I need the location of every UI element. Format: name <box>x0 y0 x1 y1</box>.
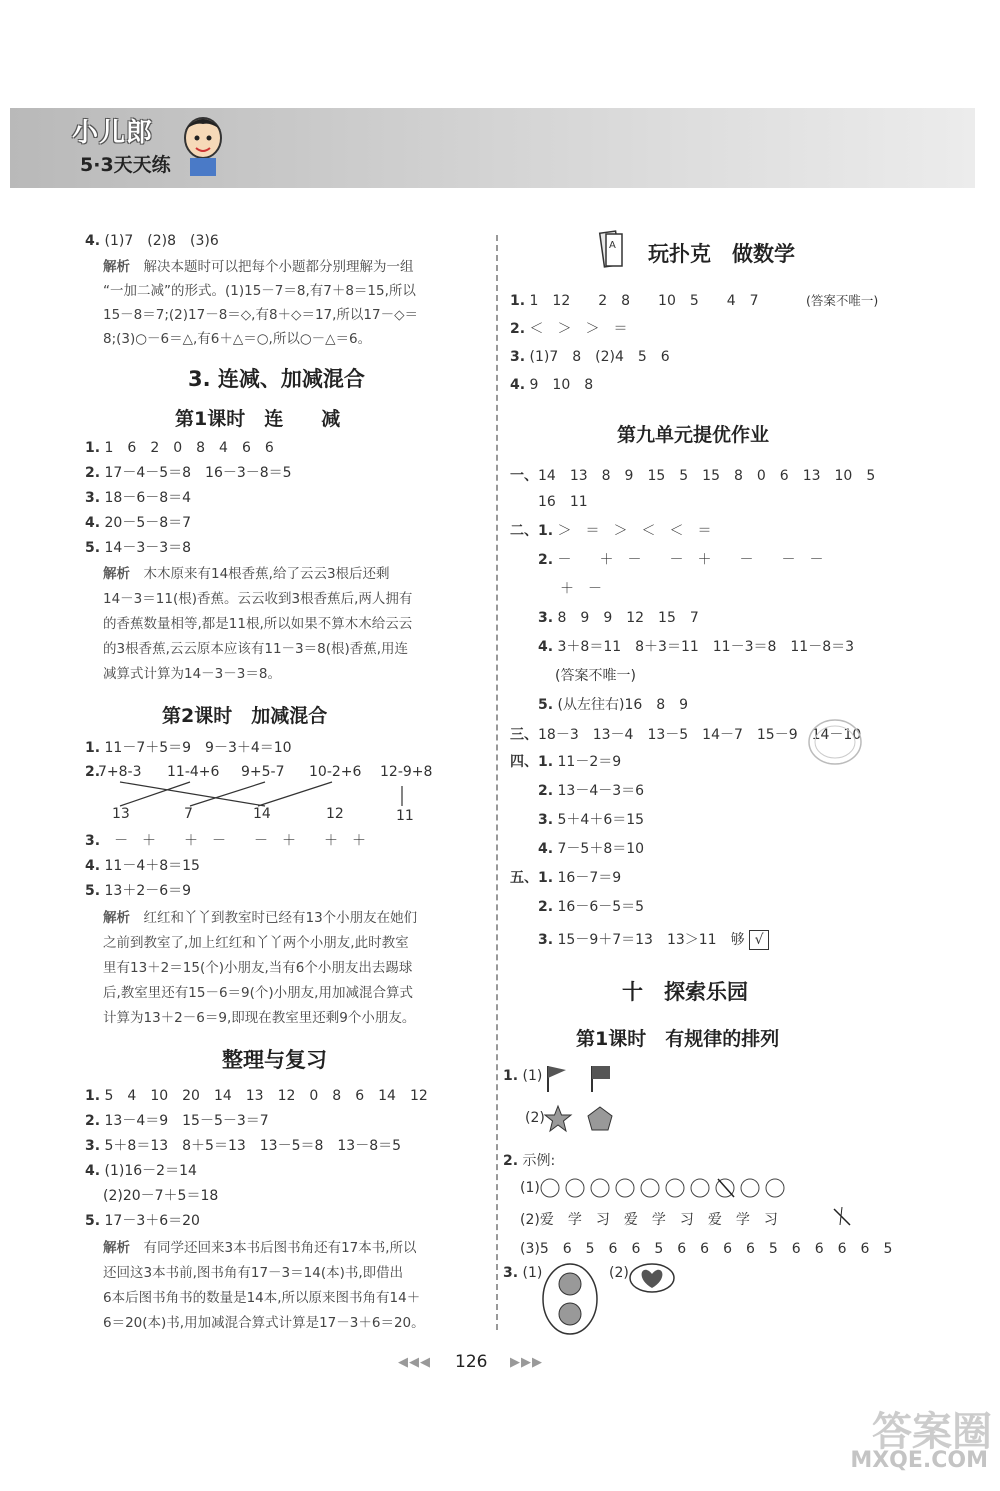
next-arrows: ▶▶▶ <box>510 1355 543 1370</box>
watermark-url: MXQE.COM <box>850 1448 988 1473</box>
lesson-title: 第1课时 连 减 <box>175 408 341 430</box>
analysis-line: 8;(3)○－6＝△,有6＋△＝○,所以○－△＝6。 <box>103 331 372 347</box>
answer-line: 2. 示例: <box>503 1153 556 1169</box>
smiley-face-icons <box>540 1177 800 1199</box>
answer-line: 1. (1) <box>503 1068 543 1084</box>
answer-line: 2. － ＋ － － ＋ － － － <box>538 552 824 568</box>
prev-arrows: ◀◀◀ <box>398 1355 431 1370</box>
analysis-line: 6＝20(本)书,用加减混合算式计算是17－3＋6＝20。 <box>103 1315 425 1331</box>
analysis-line: 的香蕉数量相等,都是11根,所以如果不算木木给云云 <box>103 616 413 632</box>
answer-line: (3)5 6 5 6 6 5 6 6 6 6 5 6 6 6 6 5 <box>520 1241 893 1257</box>
answer-line: 5. 14－3－3＝8 <box>85 540 192 556</box>
answer-line: 4. 11－4＋8＝15 <box>85 858 200 874</box>
analysis: 解析 解决本题时可以把每个小题都分别理解为一组 <box>103 259 414 275</box>
answer-line: (2) <box>609 1265 629 1281</box>
answer-line: (1) <box>520 1180 540 1196</box>
expr: 9+5-7 <box>241 764 285 780</box>
note: (答案不唯一) <box>806 293 879 308</box>
answer-line: 3. 8 9 9 12 15 7 <box>538 610 699 626</box>
lesson-title: 第2课时 加减混合 <box>162 705 328 727</box>
answer-line: 五、1. 16－7＝9 <box>510 870 622 886</box>
mascot-icon <box>178 108 228 178</box>
analysis-line: 还回这3本书前,图书角有17－3＝14(本)书,即借出 <box>103 1265 404 1281</box>
answer-line: (2)20－7＋5＝18 <box>103 1188 219 1204</box>
answer-line: 2. <box>85 764 101 780</box>
column-divider <box>496 235 498 1330</box>
answer-line: 16 11 <box>538 494 588 510</box>
flag-icons <box>542 1062 622 1096</box>
star-pentagon-icons <box>544 1104 624 1136</box>
answer-line: 4. 3＋8＝11 8＋3＝11 11－3＝8 11－8＝3 <box>538 639 855 655</box>
analysis-line: 6本后图书角书的数量是14本,所以原来图书角有14＋ <box>103 1290 421 1306</box>
answer-line: 2. 13－4＝9 15－5－3＝7 <box>85 1113 269 1129</box>
cross-mark-icon <box>830 1205 854 1229</box>
checkbox: √ <box>749 930 769 950</box>
card-deck-icon <box>596 228 626 270</box>
answer-line: (2) <box>525 1110 545 1126</box>
left-q4: 4. (1)7 (2)8 (3)6 <box>85 233 219 249</box>
analysis-line: 15－8＝7;(2)17－8＝◇,有8＋◇＝17,所以17－◇＝ <box>103 307 418 323</box>
answer-line: 3. 15－9＋7＝13 13＞11 够 √ <box>538 929 769 950</box>
answer-line: 3. 5＋8＝13 8＋5＝13 13－5＝8 13－8＝5 <box>85 1138 402 1154</box>
answer-line: 5. 13＋2－6＝9 <box>85 883 192 899</box>
answer-line: 4. (1)16－2＝14 <box>85 1163 197 1179</box>
peach-icons <box>540 1262 600 1336</box>
match-answer: 7 <box>184 806 193 822</box>
answer-line: ＋ － <box>560 581 602 597</box>
answer-line: 5. 17－3＋6＝20 <box>85 1213 200 1229</box>
answer-line: 一、14 13 8 9 15 5 15 8 0 6 13 10 5 <box>510 468 876 484</box>
answer-line: (2)爱 学 习 爱 学 习 爱 学 习 <box>520 1212 778 1228</box>
chapter-title: 十 探索乐园 <box>622 980 748 1004</box>
answer-line: 3. － ＋ ＋ － － ＋ ＋ ＋ <box>85 833 367 849</box>
answer-line: 4. 20－5－8＝7 <box>85 515 192 531</box>
answer-line: 三、18－3 13－4 13－5 14－7 15－9 14－10 <box>510 727 862 743</box>
stamp-icon <box>806 716 864 768</box>
match-answer: 12 <box>326 806 344 822</box>
match-answer: 11 <box>396 808 414 824</box>
analysis: 解析 有同学还回来3本书后图书角还有17本书,所以 <box>103 1240 417 1256</box>
answer-line: 3. (1)7 8 (2)4 5 6 <box>510 349 670 365</box>
analysis-line: 的3根香蕉,云云原本应该有11－3＝8(根)香蕉,用连 <box>103 641 409 657</box>
svg-text:A: A <box>609 240 616 251</box>
watermark-logo: 答案圈 <box>872 1409 992 1455</box>
match-answer: 14 <box>253 806 271 822</box>
answer-line: 1. 1 12 2 8 10 5 4 7 <box>510 293 759 309</box>
answer-line: 4. 9 10 8 <box>510 377 594 393</box>
heart-icon <box>628 1262 676 1294</box>
answer-line: 2. ＜ ＞ ＞ ＝ <box>510 321 628 337</box>
section-title: 3. 连减、加减混合 <box>188 367 365 391</box>
analysis-line: 减算式计算为14－3－3＝8。 <box>103 666 281 682</box>
answer-line: 四、1. 11－2＝9 <box>510 754 622 770</box>
answer-line: 1. 5 4 10 20 14 13 12 0 8 6 14 12 <box>85 1088 428 1104</box>
answer-line: 二、1. ＞ ＝ ＞ ＜ ＜ ＝ <box>510 523 712 539</box>
logo-title: 小儿郎 <box>72 118 154 148</box>
answer-line: 1. 11－7＋5＝9 9－3＋4＝10 <box>85 740 292 756</box>
analysis-line: 计算为13＋2－6＝9,即现在教室里还剩9个小朋友。 <box>103 1010 416 1026</box>
analysis: 解析 木木原来有14根香蕉,给了云云3根后还剩 <box>103 566 390 582</box>
section-title: 玩扑克 做数学 <box>648 242 795 266</box>
analysis: 解析 红红和丫丫到教室时已经有13个小朋友在她们 <box>103 910 418 926</box>
analysis-line: 14－3＝11(根)香蕉。云云收到3根香蕉后,两人拥有 <box>103 591 413 607</box>
answer-line: 1. 1 6 2 0 8 4 6 6 <box>85 440 274 456</box>
answer-line: 2. 17－4－5＝8 16－3－8＝5 <box>85 465 292 481</box>
expr: 12-9+8 <box>380 764 433 780</box>
answer-line: 5. (从左往右)16 8 9 <box>538 697 689 713</box>
analysis-line: 里有13＋2＝15(个)小朋友,当有6个小朋友出去踢球 <box>103 960 413 976</box>
answer-line: 2. 13－4－3＝6 <box>538 783 645 799</box>
analysis-line: “一加二减”的形式。(1)15－7＝8,有7＋8＝15,所以 <box>103 283 416 299</box>
answer-line: 4. 7－5＋8＝10 <box>538 841 645 857</box>
answer-line: 2. 16－6－5＝5 <box>538 899 645 915</box>
answer-line: 3. 18－6－8＝4 <box>85 490 192 506</box>
answer-line: 3. 5＋4＋6＝15 <box>538 812 645 828</box>
page-number: 126 <box>455 1352 488 1372</box>
answer-line: 3. (1) <box>503 1265 543 1281</box>
lesson-title: 第1课时 有规律的排列 <box>576 1028 780 1050</box>
section-title: 第九单元提优作业 <box>617 424 770 446</box>
expr: 11-4+6 <box>167 764 220 780</box>
analysis-line: 之前到教室了,加上红红和丫丫两个小朋友,此时教室 <box>103 935 409 951</box>
match-answer: 13 <box>112 806 130 822</box>
answer-line: (答案不唯一) <box>555 668 636 684</box>
expr: 10-2+6 <box>309 764 362 780</box>
analysis-line: 后,教室里还有15－6＝9(个)小朋友,用加减混合算式 <box>103 985 413 1001</box>
section-title: 整理与复习 <box>222 1048 327 1072</box>
logo-subtitle: 5·3天天练 <box>80 154 171 176</box>
expr: 7+8-3 <box>98 764 142 780</box>
